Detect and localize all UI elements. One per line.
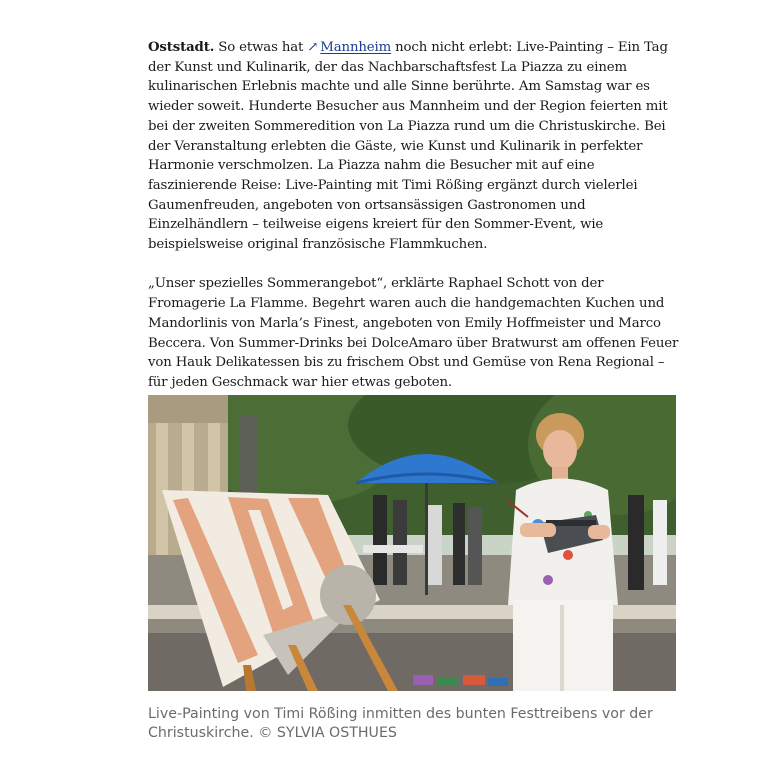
mannheim-link[interactable] [307, 40, 391, 55]
article-paragraph-1 [148, 38, 684, 255]
paragraph-text: noch nicht erlebt: Live-Painting – Ein Tag der Kunst und Kulinarik, der das Nachbarschaftsfest La Piazza zu einem kulinarischen Erlebnis machte und alle Sinne berührte. Am Samstag war es wieder soweit. Hunderte Besucher aus Mannheim und der Region feierten mit bei der zweiten Sommeredition von La Piazza rund um die Christuskirche. Bei der Veranstaltung erlebten die Gäste, wie Kunst und Kulinarik in perfekter Harmonie verschmolzen. La Piazza nahm die Besucher mit auf eine faszinierende Reise: Live-Painting mit Timi Rößing ergänzt durch vielerlei Gaumenfreuden, angeboten von ortsansässigen Gastronomen und Einzelhändlern – teilweise eigens kreiert für den Sommer-Event, wie beispielsweise original französische Flammkuchen. [148, 40, 668, 253]
article-photo [148, 395, 676, 691]
article-body [148, 38, 684, 393]
link-label: Mannheim [320, 40, 392, 55]
dateline: Oststadt. [148, 40, 215, 55]
live-painting-photo [148, 395, 676, 691]
paragraph-text: So etwas hat [214, 40, 308, 55]
external-link-arrow-icon: ↗ [307, 40, 319, 55]
article-paragraph-2: „Unser spezielles Sommerangebot“, erklärte Raphael Schott von der Fromagerie La Flamme. Begehrt waren auch die handgemachten Kuchen und Mandorlinis von Marla’s Finest, angeboten von Emily Hoffmeister und Marco Beccera. Von Summer-Drinks bei DolceAmaro über Bratwurst am offenen Feuer von Hauk Delikatessen bis zu frischem Obst und Gemüse von Rena Regional – für jeden Geschmack war hier etwas geboten. [148, 276, 679, 390]
photo-caption: Live-Painting von Timi Rößing inmitten des bunten Festtreibens vor der Christuskirche. © SYLVIA OSTHUES [148, 706, 653, 741]
